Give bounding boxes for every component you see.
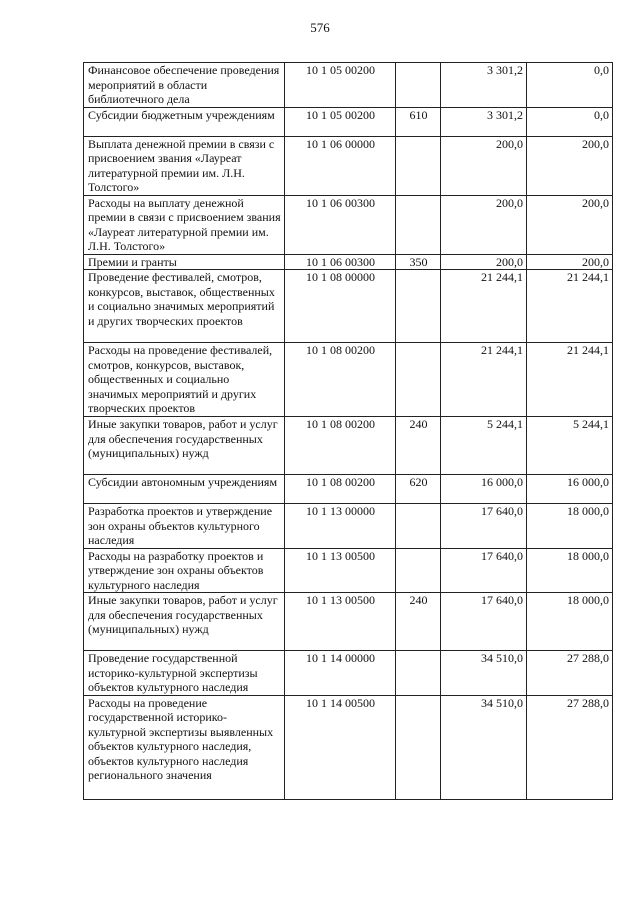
row-amount-year2: 0,0	[527, 63, 613, 108]
row-amount-year1: 34 510,0	[441, 695, 527, 799]
table-row	[84, 136, 613, 195]
row-name: Субсидии бюджетным учреждениям	[84, 107, 285, 136]
row-amount-year2: 21 244,1	[527, 343, 613, 417]
row-code: 10 1 13 00500	[285, 548, 396, 593]
row-amount-year1: 3 301,2	[441, 107, 527, 136]
table-row	[84, 695, 613, 799]
row-name: Финансовое обеспечение проведения мероприятий в области библиотечного дела	[84, 63, 285, 108]
row-name: Иные закупки товаров, работ и услуг для обеспечения государственных (муниципальных) нужд	[84, 593, 285, 651]
row-amount-year2: 5 244,1	[527, 417, 613, 475]
row-code: 10 1 08 00000	[285, 270, 396, 343]
row-amount-year1: 17 640,0	[441, 593, 527, 651]
row-expense-type: 240	[396, 417, 441, 475]
row-expense-type	[396, 343, 441, 417]
row-amount-year1: 17 640,0	[441, 548, 527, 593]
row-amount-year1: 17 640,0	[441, 504, 527, 549]
row-name: Иные закупки товаров, работ и услуг для обеспечения государственных (муниципальных) нужд	[84, 417, 285, 475]
row-amount-year2: 21 244,1	[527, 270, 613, 343]
row-expense-type	[396, 651, 441, 696]
row-amount-year1: 200,0	[441, 136, 527, 195]
row-amount-year1: 200,0	[441, 254, 527, 270]
row-code: 10 1 06 00000	[285, 136, 396, 195]
row-expense-type	[396, 270, 441, 343]
row-code: 10 1 14 00500	[285, 695, 396, 799]
row-amount-year2: 0,0	[527, 107, 613, 136]
row-expense-type: 240	[396, 593, 441, 651]
row-amount-year2: 27 288,0	[527, 695, 613, 799]
row-amount-year1: 5 244,1	[441, 417, 527, 475]
budget-table	[83, 62, 613, 800]
row-code: 10 1 05 00200	[285, 107, 396, 136]
row-name: Расходы на проведение государственной историко-культурной экспертизы выявленных объектов культурного наследия, объектов культурного наследия регионального значения	[84, 695, 285, 799]
row-code: 10 1 13 00000	[285, 504, 396, 549]
row-expense-type	[396, 548, 441, 593]
table-row	[84, 254, 613, 270]
row-amount-year2: 18 000,0	[527, 593, 613, 651]
row-expense-type	[396, 63, 441, 108]
table-row	[84, 195, 613, 254]
row-amount-year2: 200,0	[527, 136, 613, 195]
row-expense-type: 610	[396, 107, 441, 136]
row-code: 10 1 06 00300	[285, 254, 396, 270]
row-amount-year1: 21 244,1	[441, 270, 527, 343]
table-row	[84, 548, 613, 593]
row-amount-year2: 200,0	[527, 195, 613, 254]
row-amount-year1: 200,0	[441, 195, 527, 254]
table-row	[84, 63, 613, 108]
row-amount-year2: 18 000,0	[527, 504, 613, 549]
row-name: Расходы на выплату денежной премии в связи с присвоением звания «Лауреат литературной премии им. Л.Н. Толстого»	[84, 195, 285, 254]
page-number: 576	[310, 20, 330, 35]
row-amount-year2: 200,0	[527, 254, 613, 270]
table-row	[84, 270, 613, 343]
row-expense-type	[396, 695, 441, 799]
table-row	[84, 651, 613, 696]
row-name: Проведение фестивалей, смотров, конкурсов, выставок, общественных и социально значимых мероприятий и других творческих проектов	[84, 270, 285, 343]
row-code: 10 1 08 00200	[285, 417, 396, 475]
row-name: Выплата денежной премии в связи с присвоением звания «Лауреат литературной премии им. Л.Н. Толстого»	[84, 136, 285, 195]
row-expense-type	[396, 136, 441, 195]
row-expense-type: 350	[396, 254, 441, 270]
row-amount-year2: 27 288,0	[527, 651, 613, 696]
row-name: Расходы на разработку проектов и утверждение зон охраны объектов культурного наследия	[84, 548, 285, 593]
row-amount-year1: 21 244,1	[441, 343, 527, 417]
row-name: Проведение государственной историко-культурной экспертизы объектов культурного наследия	[84, 651, 285, 696]
row-name: Премии и гранты	[84, 254, 285, 270]
row-code: 10 1 08 00200	[285, 343, 396, 417]
row-expense-type: 620	[396, 475, 441, 504]
row-amount-year1: 34 510,0	[441, 651, 527, 696]
row-amount-year1: 3 301,2	[441, 63, 527, 108]
table-row	[84, 417, 613, 475]
row-code: 10 1 14 00000	[285, 651, 396, 696]
row-name: Разработка проектов и утверждение зон охраны объектов культурного наследия	[84, 504, 285, 549]
table-row	[84, 107, 613, 136]
row-name: Субсидии автономным учреждениям	[84, 475, 285, 504]
row-expense-type	[396, 195, 441, 254]
row-name: Расходы на проведение фестивалей, смотров, конкурсов, выставок, общественных и социально значимых мероприятий и других творческих проектов	[84, 343, 285, 417]
table-row	[84, 343, 613, 417]
row-code: 10 1 05 00200	[285, 63, 396, 108]
row-amount-year1: 16 000,0	[441, 475, 527, 504]
row-amount-year2: 16 000,0	[527, 475, 613, 504]
row-amount-year2: 18 000,0	[527, 548, 613, 593]
table-row	[84, 504, 613, 549]
table-row	[84, 593, 613, 651]
row-code: 10 1 13 00500	[285, 593, 396, 651]
table-row	[84, 475, 613, 504]
row-code: 10 1 06 00300	[285, 195, 396, 254]
row-expense-type	[396, 504, 441, 549]
row-code: 10 1 08 00200	[285, 475, 396, 504]
